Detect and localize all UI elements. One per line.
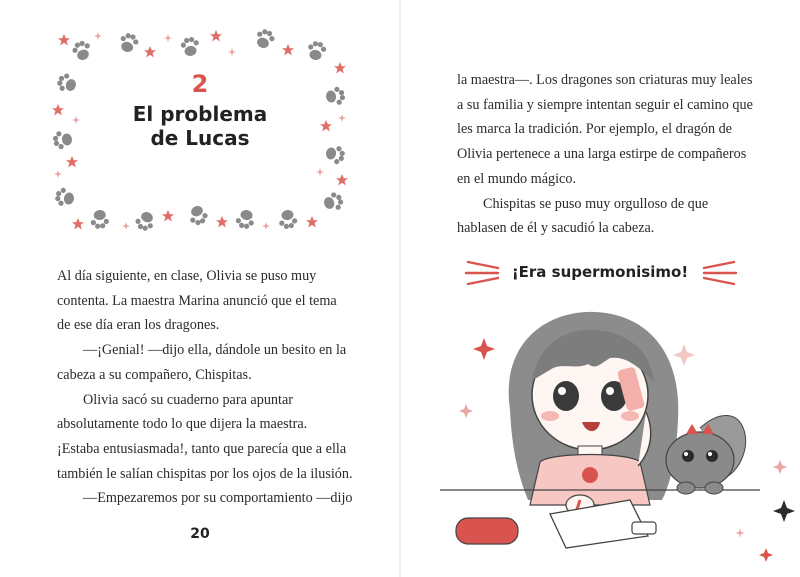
text-line: les marca la tradición. Por ejemplo, el dragón de bbox=[457, 121, 732, 138]
text-line: Olivia sacó su cuaderno para apuntar bbox=[83, 391, 293, 408]
page-number: 20 bbox=[190, 526, 210, 542]
left-body-text bbox=[57, 264, 357, 511]
exclamation-text: ¡Era supermonisimo! bbox=[511, 263, 689, 281]
text-line: —Empezaremos por su comportamiento —dijo bbox=[83, 490, 353, 507]
dragon-icon bbox=[666, 432, 734, 488]
star-icon bbox=[773, 460, 787, 474]
text-line: Chispitas se puso muy orgulloso de que bbox=[483, 195, 709, 212]
chapter-number: 2 bbox=[191, 70, 209, 98]
chapter-title bbox=[50, 102, 350, 150]
star-icon bbox=[759, 548, 773, 562]
text-line: también le salían chispitas por los ojos de la ilusión. bbox=[57, 465, 353, 482]
text-line: en el mundo mágico. bbox=[457, 170, 576, 187]
text-line: cabeza a su compañero, Chispitas. bbox=[57, 366, 252, 383]
sparkle-icon bbox=[459, 404, 473, 418]
pencil-case-icon bbox=[456, 518, 518, 544]
text-line: —¡Genial! —dijo ella, dándole un besito en la bbox=[83, 342, 347, 359]
sparkle-icon bbox=[673, 344, 695, 366]
sparkle-icon bbox=[473, 338, 495, 360]
chapter-frame bbox=[50, 22, 350, 237]
chapter-title-line-2: de Lucas bbox=[150, 126, 250, 150]
text-line: absolutamente todo lo que dijera la maestra. bbox=[57, 416, 308, 433]
text-line: ¡Estaba entusiasmada!, tanto que parecía que a ella bbox=[57, 440, 347, 457]
text-line: contenta. La maestra Marina anunció que el tema bbox=[57, 292, 337, 309]
right-body-text bbox=[457, 68, 757, 241]
text-line: Olivia pertenece a una larga estirpe de compañeros bbox=[457, 146, 747, 163]
girl-with-dragon-illustration bbox=[400, 300, 800, 577]
flower-icon bbox=[582, 467, 598, 483]
star-icon bbox=[773, 500, 795, 522]
text-line: a su familia y siempre intentan seguir el camino que bbox=[457, 96, 753, 113]
text-line: Al día siguiente, en clase, Olivia se puso muy bbox=[57, 268, 317, 284]
chapter-title-line-1: El problema bbox=[132, 102, 268, 126]
dragon-horn-icon bbox=[686, 424, 698, 434]
eraser-icon bbox=[632, 522, 656, 534]
eye-icon bbox=[553, 381, 579, 411]
text-line: de ese día eran los dragones. bbox=[57, 317, 220, 334]
text-line: hablasen de él y sacudió la cabeza. bbox=[457, 220, 655, 237]
exclamation-lines-right-icon bbox=[698, 256, 738, 290]
star-icon bbox=[735, 528, 745, 538]
text-line: la maestra—. Los dragones son criaturas muy leales bbox=[457, 72, 753, 88]
